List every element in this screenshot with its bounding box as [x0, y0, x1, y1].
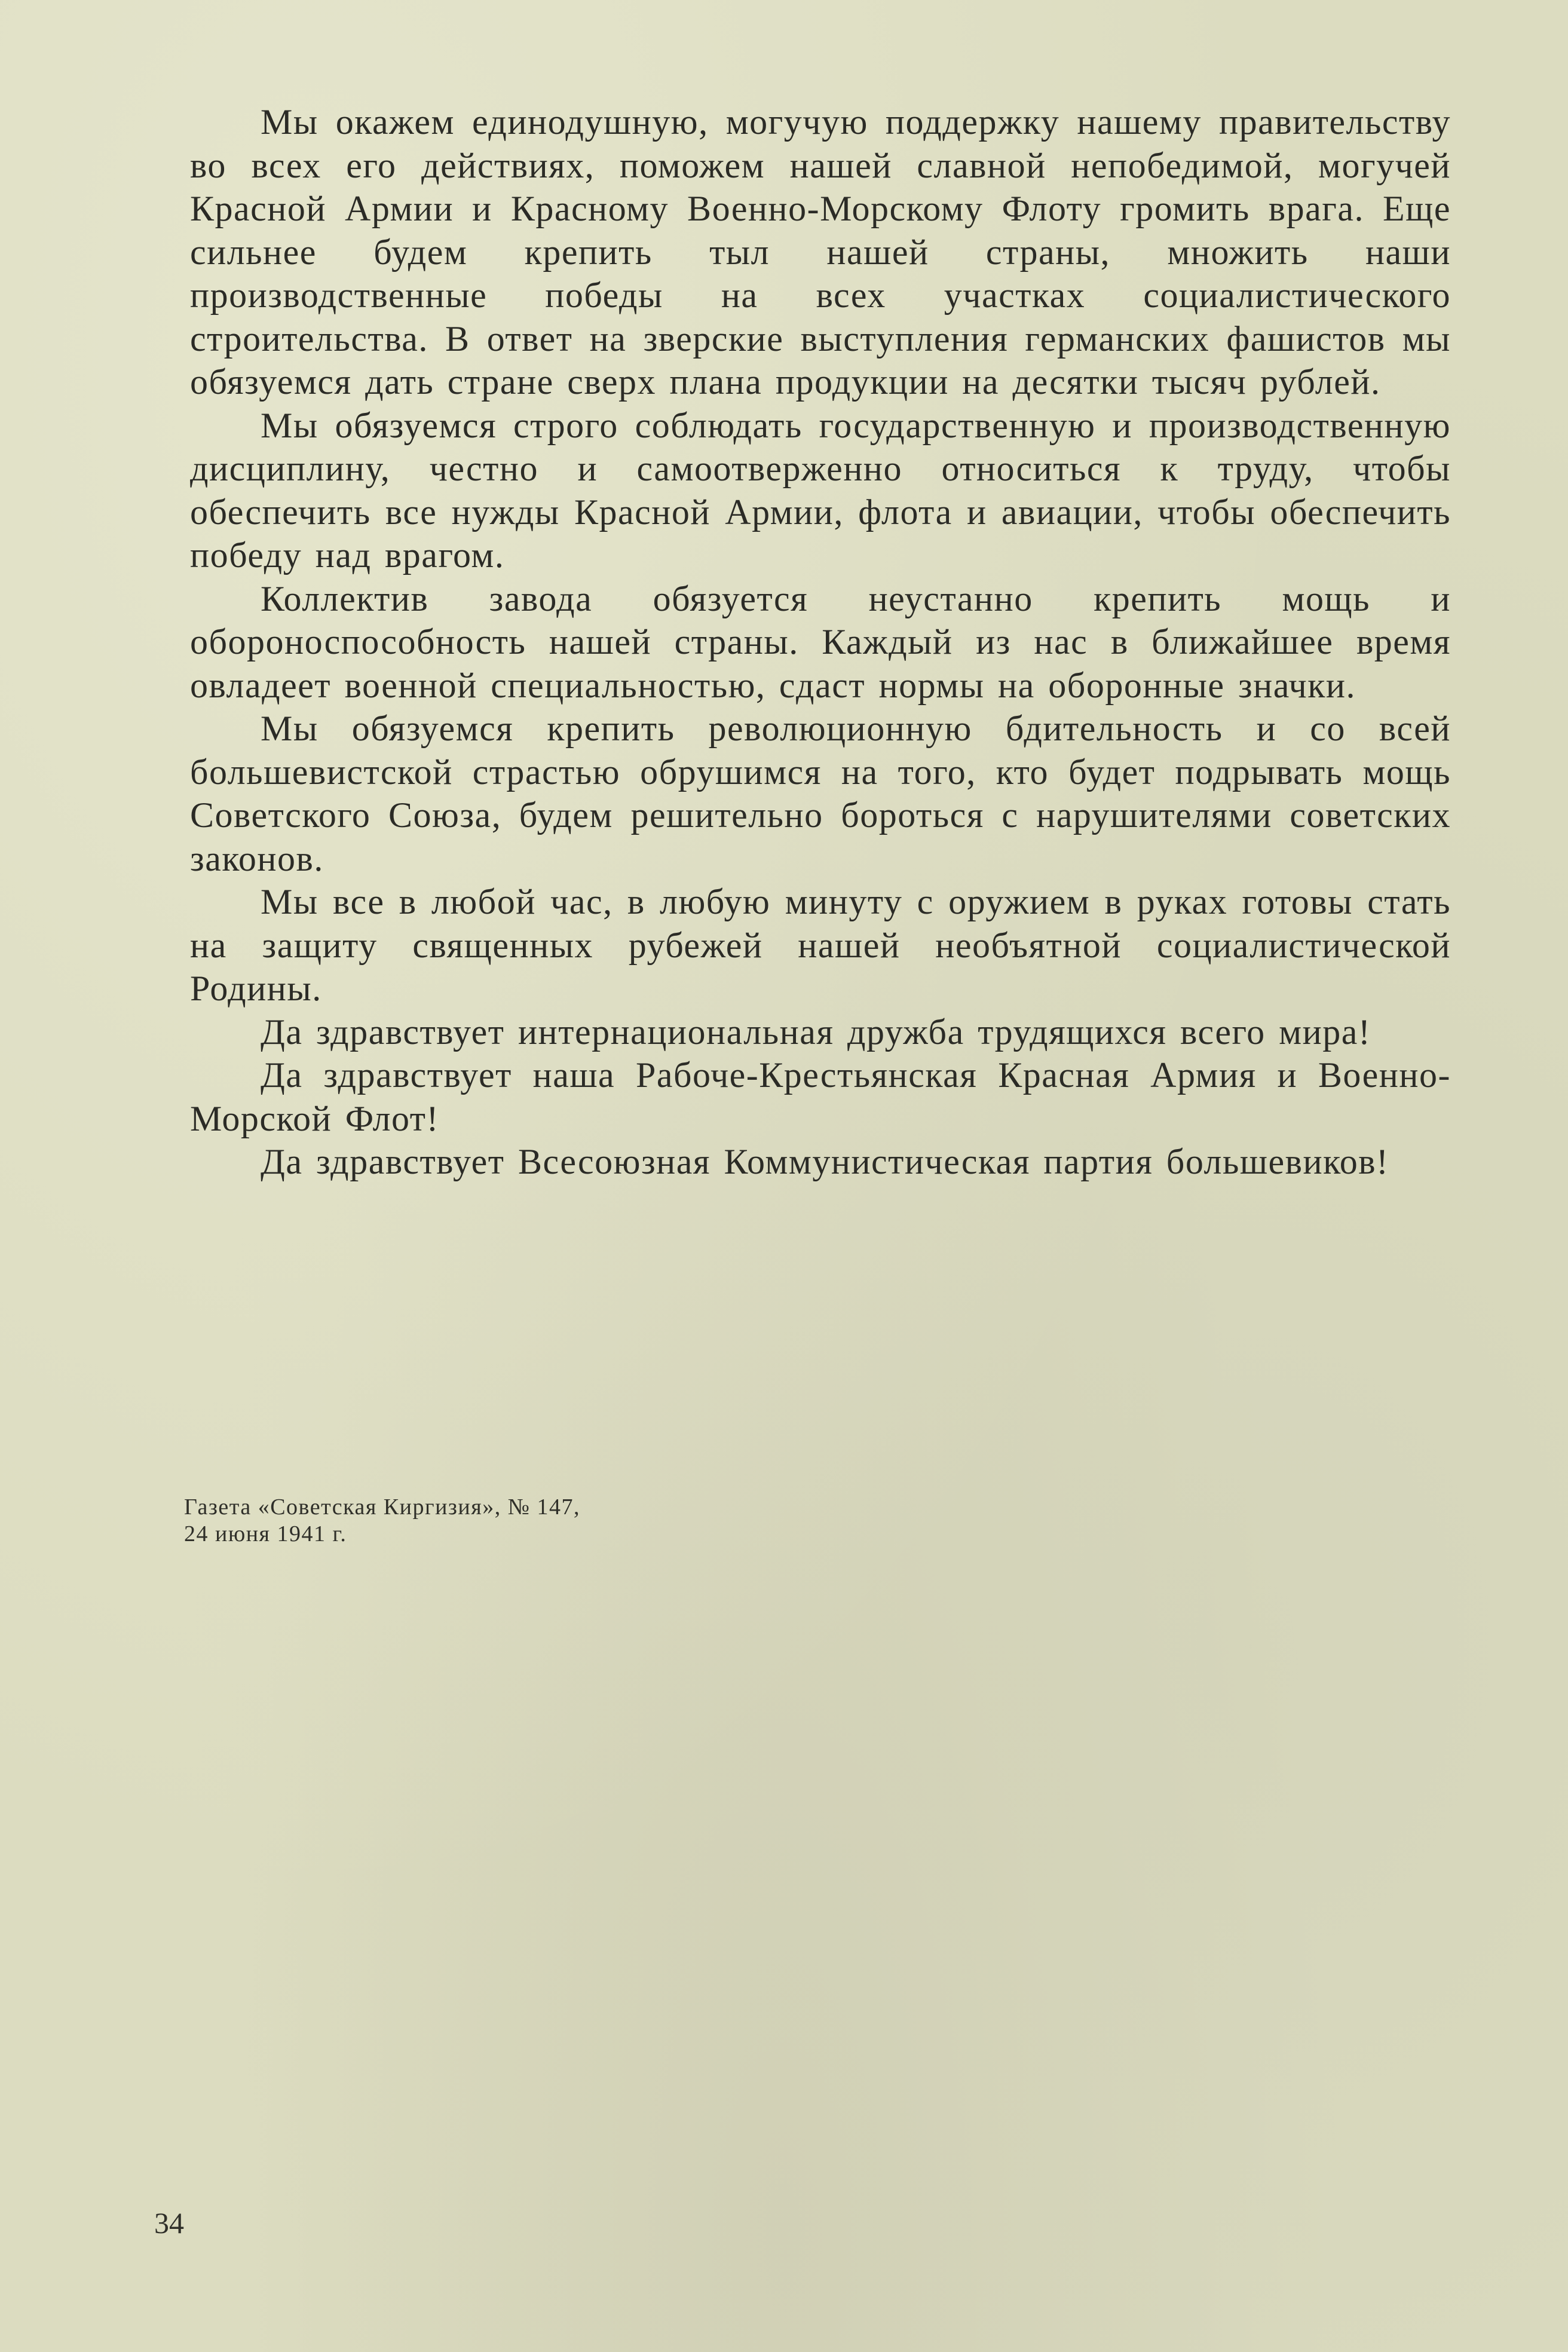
slogan-paragraph: Да здравствует наша Рабоче-Крестьянская Красная Армия и Военно-Морской Флот!	[190, 1055, 1451, 1138]
paragraph: Коллектив завода обязуется неустанно крепить мощь и обороноспособность нашей страны. Каждый из нас в ближайшее время овладеет военной специальностью, сдаст нормы на оборонные значки.	[190, 578, 1451, 705]
paragraph: Мы обязуемся строго соблюдать государственную и производственную дисциплину, честно и самоотверженно относиться к труду, чтобы обеспечить все нужды Красной Армии, флота и авиации, чтобы обеспечить победу над врагом.	[190, 405, 1451, 575]
source-citation	[184, 1494, 901, 1548]
paragraph: Мы обязуемся крепить революционную бдительность и со всей большевистской страстью обрушимся на того, кто будет подрывать мощь Советского Союза, будем решительно бороться с нарушителями советских законов.	[190, 709, 1451, 878]
paragraph: Мы окажем единодушную, могучую поддержку нашему правительству во всех его действиях, поможем нашей славной непобедимой, могучей Красной Армии и Красному Военно-Морскому Флоту громить врага. Еще сильнее будем крепить тыл нашей страны, множить наши производственные победы на всех участках социалистического строительства. В ответ на зверские выступления германских фашистов мы обязуемся дать стране сверх плана продукции на десятки тысяч рублей.	[190, 102, 1451, 402]
page-number: 34	[154, 2206, 184, 2240]
slogan-paragraph: Да здравствует Всесоюзная Коммунистическая партия большевиков!	[261, 1142, 1389, 1181]
source-newspaper: Газета «Советская Киргизия», № 147,	[184, 1494, 580, 1520]
source-date: 24 июня 1941 г.	[184, 1521, 347, 1546]
paragraph: Мы все в любой час, в любую минуту с оружием в руках готовы стать на защиту священных рубежей нашей необъятной социалистической Родины.	[190, 882, 1451, 1008]
article-body	[190, 100, 1451, 1184]
slogan-paragraph: Да здравствует интернациональная дружба трудящихся всего мира!	[261, 1012, 1371, 1052]
